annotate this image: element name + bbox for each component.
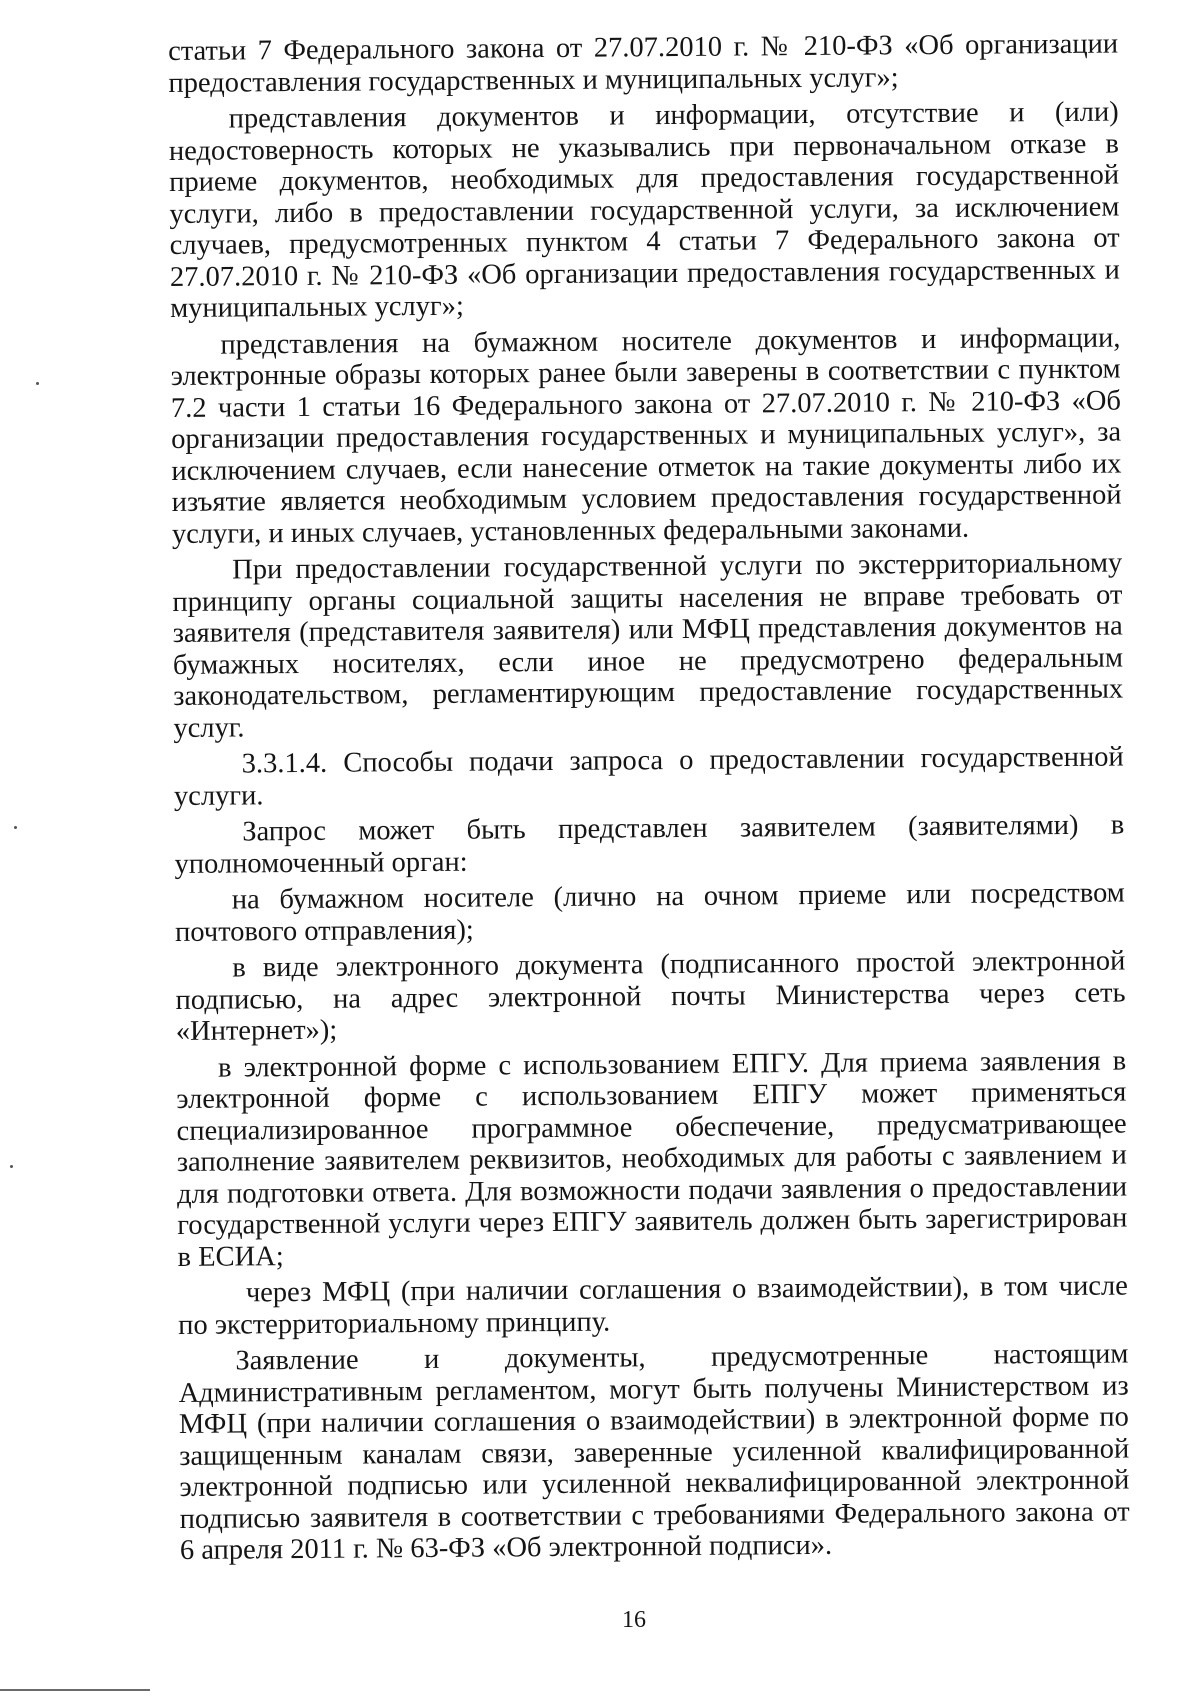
document-body (168, 29, 1130, 1567)
paragraph-mfc: через МФЦ (при наличии соглашения о взаимодействии), в том числе по экстерриториальному принципу. (178, 1270, 1128, 1341)
paragraph-documents-info: представления документов и информации, отсутствие и (или) недостоверность которых не указывались при первоначальном отказе в приеме документов, необходимых для предоставления государственной услуги, либо в предоставлении государственной услуги, за исключением случаев, предусмотренных пунктом 4 статьи 7 Федерального закона от 27.07.2010 г. № 210-ФЗ «Об организации предоставления государственных и муниципальных услуг»; (168, 96, 1120, 324)
paragraph-paper-submission: на бумажном носителе (лично на очном приеме или посредством почтового отправления); (174, 877, 1125, 948)
paragraph-paper-carrier: представления на бумажном носителе документов и информации, электронные образы которых ранее были заверены в соответствии с пунктом 7.2 части 1 статьи 16 Федерального закона от 27.07.2010 г. № 210-ФЗ «Об организации предоставления государственных и муниципальных услуг», за исключением случаев, если нанесение отметок на такие документы либо их изъятие является необходимым условием предоставления государственной услуги, и иных случаев, установленных федеральными законами. (170, 322, 1122, 550)
scan-artifact (36, 382, 39, 385)
paragraph-section-3-3-1-4: 3.3.1.4. Способы подачи запроса о предоставлении государственной услуги. (173, 741, 1124, 812)
scan-artifact (10, 1165, 13, 1168)
paragraph-epgu: в электронной форме с использованием ЕПГУ. Для приема заявления в электронной форме с использованием ЕПГУ может применяться специализированное программное обеспечение, предусматривающее заполнение заявителем реквизитов, необходимых для работы с заявлением и для подготовки ответа. Для возможности подачи заявления о предоставлении государственной услуги через ЕПГУ заявитель должен быть зарегистрирован в ЕСИА; (176, 1045, 1128, 1273)
paragraph-application-documents: Заявление и документы, предусмотренные настоящим Административным регламентом, могут быть получены Министерством из МФЦ (при наличии соглашения о взаимодействии) в электронной форме по защищенным каналам связи, заверенные усиленной квалифицированной электронной подписью или усиленной неквалифицированной электронной подписью заявителя в соответствии с требованиями Федерального закона от 6 апреля 2011 г. № 63-ФЗ «Об электронной подписи». (178, 1338, 1130, 1566)
paragraph-law-reference: статьи 7 Федерального закона от 27.07.2010 г. № 210-ФЗ «Об организации предоставления государственных и муниципальных услуг»; (168, 28, 1119, 99)
paragraph-request-submission: Запрос может быть представлен заявителем (заявителями) в уполномоченный орган: (174, 809, 1125, 880)
page-number: 16 (622, 1607, 646, 1633)
paragraph-exterritorial: При предоставлении государственной услуги по экстерриториальному принципу органы социальной защиты населения не вправе требовать от заявителя (представителя заявителя) или МФЦ представления документов на бумажных носителях, если иное не предусмотрено федеральным законодательством, регламентирующим предоставление государственных услуг. (172, 547, 1124, 744)
scan-artifact (14, 826, 17, 829)
paragraph-electronic-document: в виде электронного документа (подписанного простой электронной подписью, на адрес электронной почты Министерства через сеть «Интернет»); (175, 945, 1126, 1047)
scan-edge-line (0, 1689, 150, 1691)
